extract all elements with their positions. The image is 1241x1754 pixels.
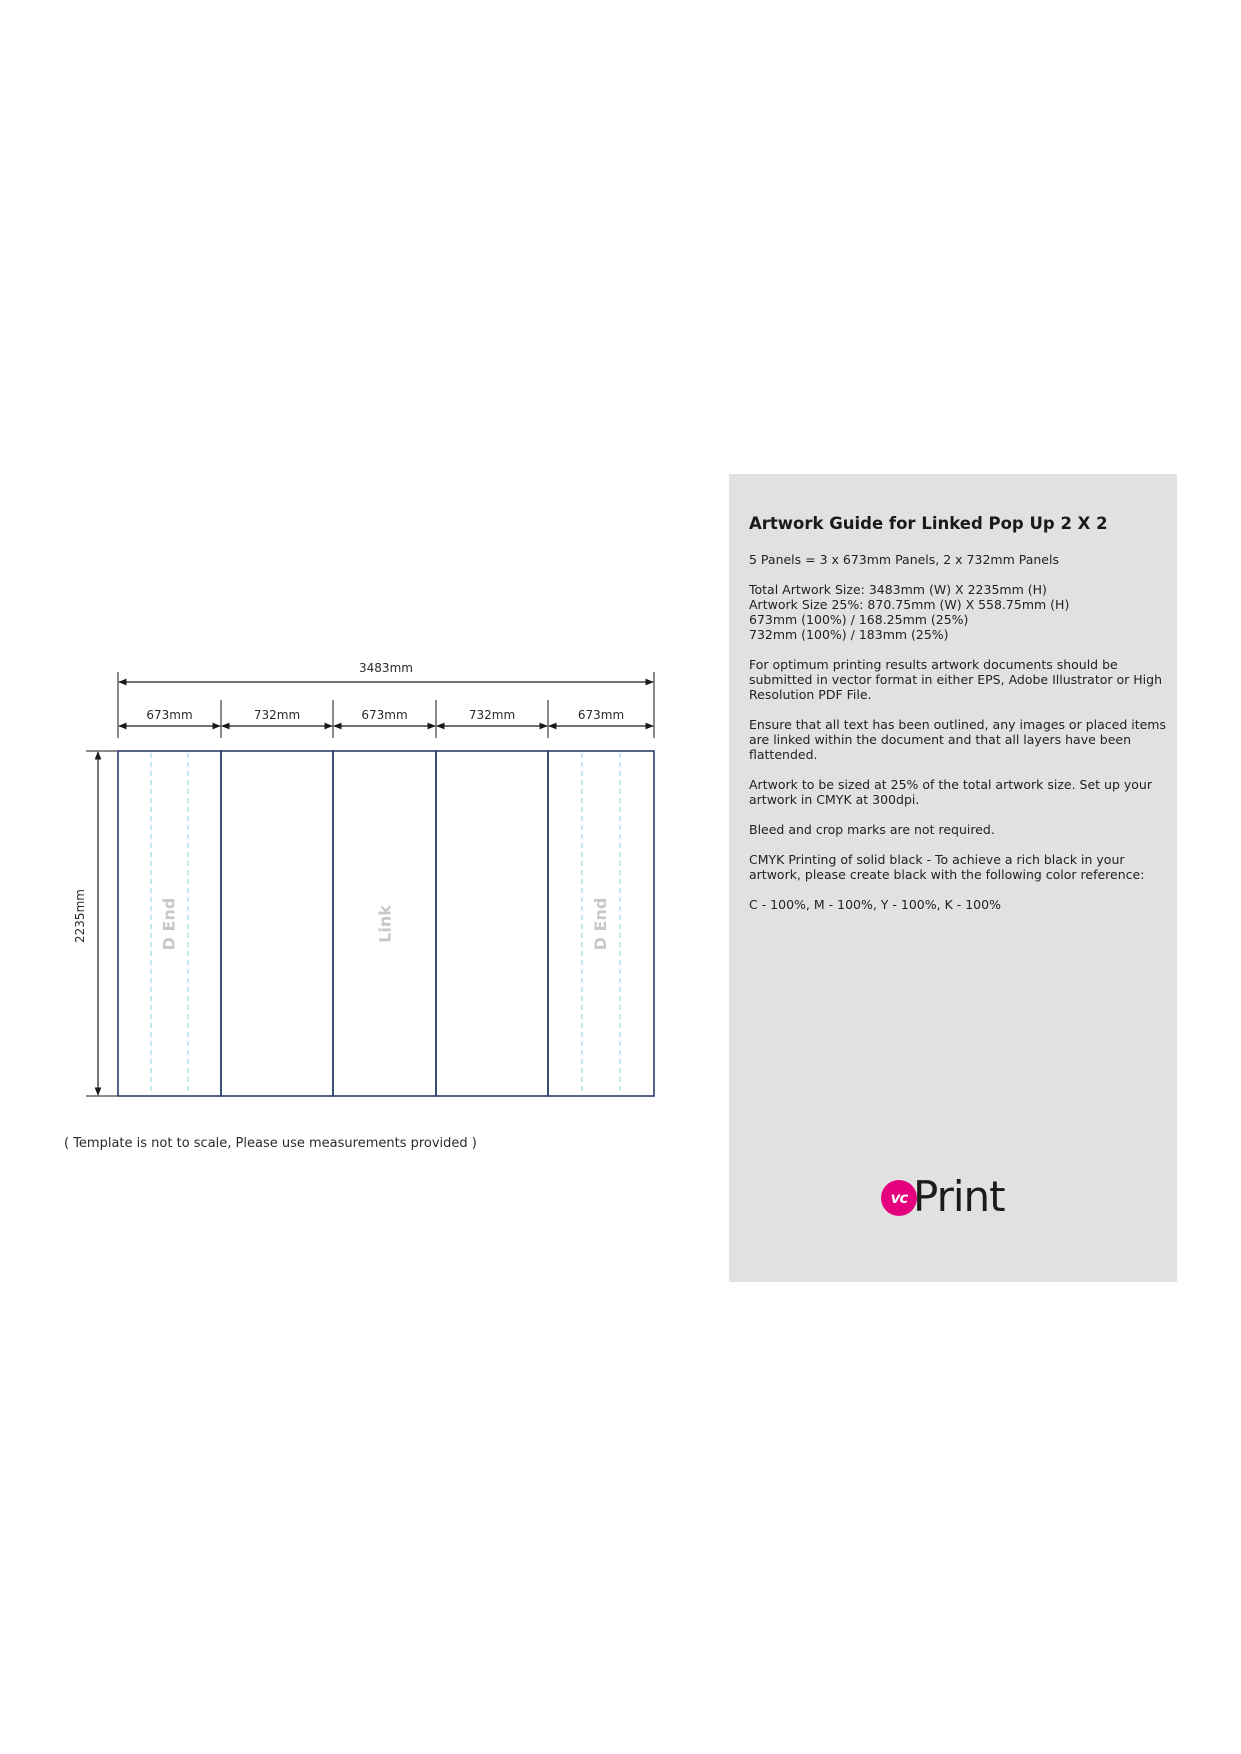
panel-label: D End	[159, 897, 179, 951]
guide-paragraph: Bleed and crop marks are not required.	[749, 822, 995, 837]
artwork-guide-panel	[729, 474, 1177, 1282]
template-panel	[221, 751, 333, 1096]
panel-label: Link	[375, 905, 395, 943]
guide-paragraph: 5 Panels = 3 x 673mm Panels, 2 x 732mm Panels	[749, 552, 1059, 567]
panel-width-label: 673mm	[146, 708, 193, 722]
guide-paragraph: Ensure that all text has been outlined, any images or placed items are linked within the document and that all layers have been flattended.	[749, 717, 1166, 762]
artwork-guide-body	[749, 552, 1167, 927]
template-panels	[118, 751, 654, 1096]
template-panel	[436, 751, 548, 1096]
template-scale-note: ( Template is not to scale, Please use measurements provided )	[64, 1136, 477, 1151]
guide-paragraph: Total Artwork Size: 3483mm (W) X 2235mm (H) Artwork Size 25%: 870.75mm (W) X 558.75mm (H) 673mm (100%) / 168.25mm (25%) 732mm (100%) / 183mm (25%)	[749, 582, 1070, 642]
vcprint-logo	[881, 1172, 1031, 1222]
panel-width-dimensions	[118, 700, 654, 738]
panel-width-label: 673mm	[361, 708, 408, 722]
guide-paragraph: CMYK Printing of solid black - To achieve a rich black in your artwork, please create black with the following color reference:	[749, 852, 1145, 882]
panel-width-label: 732mm	[468, 708, 516, 722]
guide-paragraph: C - 100%, M - 100%, Y - 100%, K - 100%	[749, 897, 1001, 912]
height-label: 2235mm	[73, 889, 87, 943]
guide-paragraph: For optimum printing results artwork documents should be submitted in vector format in either EPS, Adobe Illustrator or High Resolution PDF File.	[749, 657, 1162, 702]
guide-paragraph: Artwork to be sized at 25% of the total artwork size. Set up your artwork in CMYK at 300dpi.	[749, 777, 1152, 807]
panel-width-label: 732mm	[253, 708, 301, 722]
logo-wordmark: Print	[913, 1172, 1005, 1221]
artwork-guide-title: Artwork Guide for Linked Pop Up 2 X 2	[749, 514, 1108, 533]
panel-label: D End	[591, 897, 610, 951]
overall-width-label: 3483mm	[359, 661, 413, 675]
panel-width-label: 673mm	[577, 708, 625, 722]
vc-logo-mark: vc	[881, 1180, 917, 1216]
